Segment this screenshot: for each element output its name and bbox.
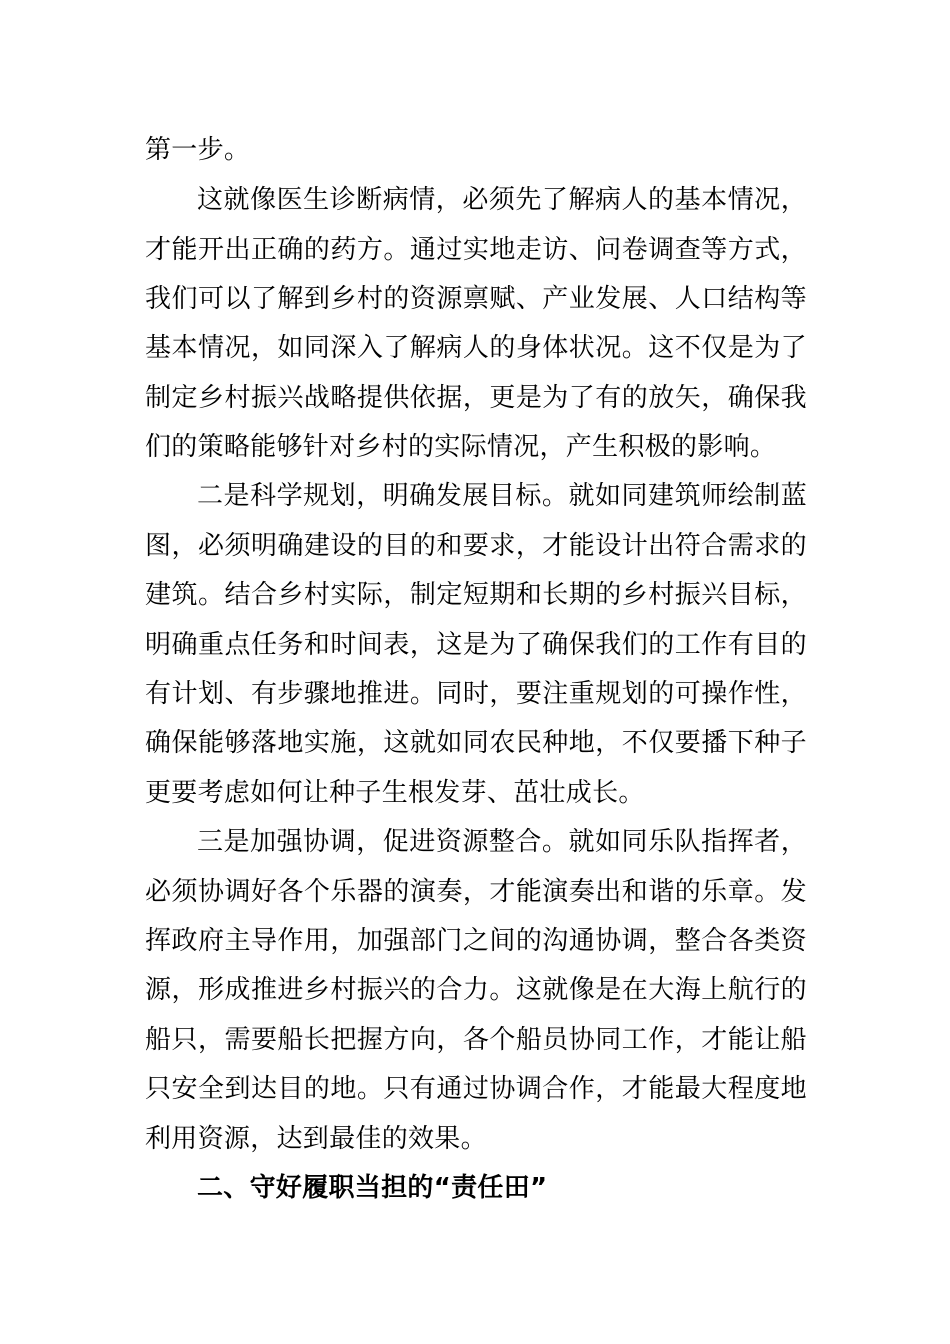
text-line: 第一步。 [145,135,251,165]
paragraph-first-line: 三是加强协调，促进资源整合。就如同乐队指挥者， [197,827,807,857]
text-line: 们的策略能够针对乡村的实际情况，产生积极的影响。 [145,432,777,462]
text-line: 挥政府主导作用，加强部门之间的沟通协调，整合各类资 [145,926,807,956]
text-line: 利用资源，达到最佳的效果。 [145,1124,487,1154]
paragraph-first-line: 二是科学规划，明确发展目标。就如同建筑师绘制蓝 [197,481,807,511]
paragraph-first-line: 这就像医生诊断病情，必须先了解病人的基本情况， [197,185,807,215]
text-line: 只安全到达目的地。只有通过协调合作，才能最大程度地 [145,1074,807,1104]
section-heading: 二、守好履职当担的“责任田” [197,1173,548,1203]
text-line: 我们可以了解到乡村的资源禀赋、产业发展、人口结构等 [145,284,807,314]
text-line: 更要考虑如何让种子生根发芽、茁壮成长。 [145,778,645,808]
text-line: 船只，需要船长把握方向，各个船员协同工作，才能让船 [145,1025,807,1055]
text-line: 建筑。结合乡村实际，制定短期和长期的乡村振兴目标， [145,580,807,610]
text-line: 必须协调好各个乐器的演奏，才能演奏出和谐的乐章。发 [145,877,807,907]
text-line: 才能开出正确的药方。通过实地走访、问卷调查等方式， [145,235,807,265]
text-line: 有计划、有步骤地推进。同时，要注重规划的可操作性， [145,679,807,709]
text-line: 制定乡村振兴战略提供依据，更是为了有的放矢，确保我 [145,383,807,413]
text-line: 图，必须明确建设的目的和要求，才能设计出符合需求的 [145,531,807,561]
text-line: 源，形成推进乡村振兴的合力。这就像是在大海上航行的 [145,975,807,1005]
text-line: 确保能够落地实施，这就如同农民种地，不仅要播下种子 [145,728,807,758]
text-line: 基本情况，如同深入了解病人的身体状况。这不仅是为了 [145,333,807,363]
text-line: 明确重点任务和时间表，这是为了确保我们的工作有目的 [145,630,807,660]
